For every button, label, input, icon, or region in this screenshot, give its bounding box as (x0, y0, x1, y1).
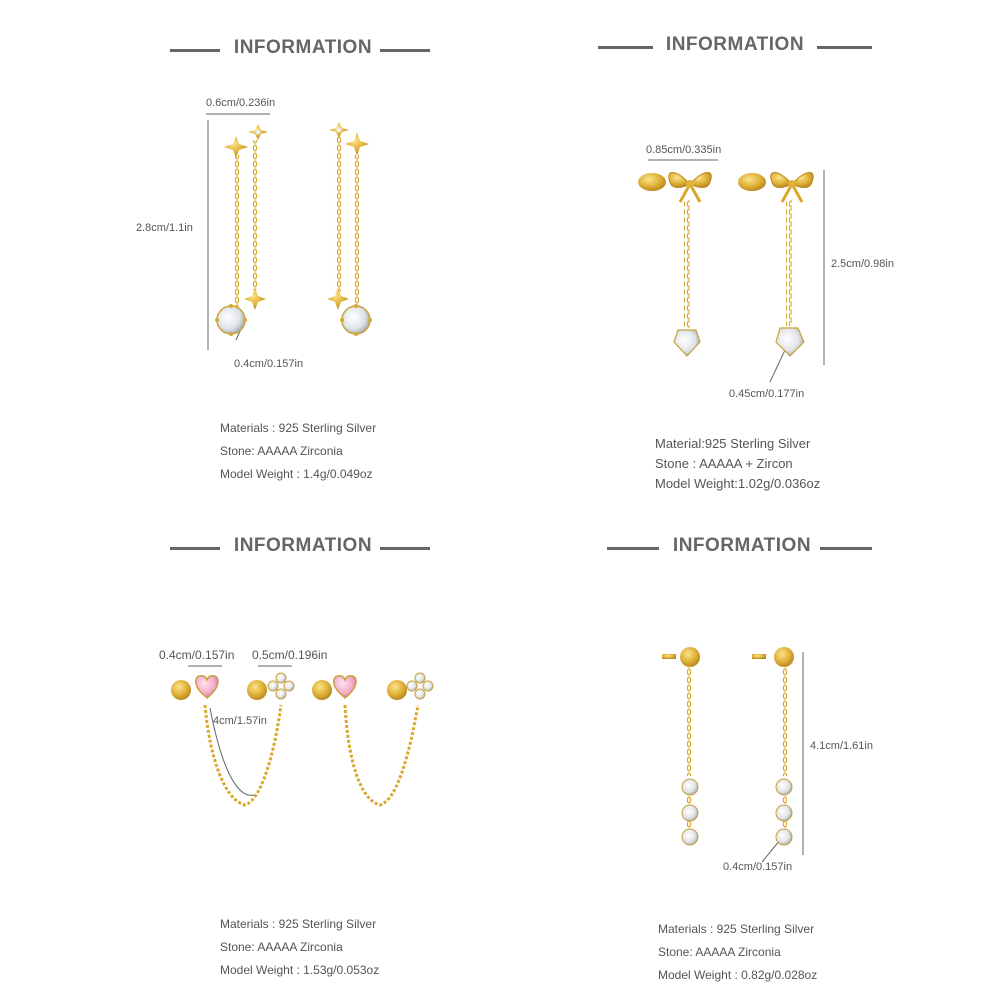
dimension-length: 2.5cm/0.98in (831, 258, 894, 270)
spec-weight: Model Weight:1.02g/0.036oz (655, 476, 821, 491)
dimension-stone: 0.45cm/0.177in (729, 388, 805, 400)
panel-heart-chain-earrings (0, 500, 500, 1000)
spec-list (658, 918, 817, 987)
spec-materials: Materials : 925 Sterling Silver (658, 922, 815, 936)
dimension-flower: 0.5cm/0.196in (252, 648, 328, 662)
spec-stone: Stone: AAAAA Zirconia (220, 444, 343, 458)
spec-weight: Model Weight : 1.4g/0.049oz (220, 467, 373, 481)
spec-stone: Stone : AAAAA + Zircon (655, 456, 793, 471)
spec-stone: Stone: AAAAA Zirconia (658, 945, 781, 959)
panel-title: INFORMATION (233, 535, 373, 556)
panel-star-earrings (0, 0, 500, 500)
spec-stone: Stone: AAAAA Zirconia (220, 940, 343, 954)
panel-title: INFORMATION (665, 34, 805, 55)
spec-list (220, 417, 376, 486)
panel-title: INFORMATION (672, 535, 812, 556)
dimension-width: 0.85cm/0.335in (646, 144, 722, 156)
bow-earrings-illustration (500, 0, 1000, 500)
spec-materials: Materials : 925 Sterling Silver (220, 917, 377, 931)
panel-drop-chain-earrings (500, 500, 1000, 1000)
spec-list (655, 434, 820, 494)
spec-list (220, 913, 379, 982)
dimension-stone: 0.4cm/0.157in (723, 861, 793, 873)
spec-materials: Materials : 925 Sterling Silver (220, 421, 377, 435)
dimension-length: 2.8cm/1.1in (136, 222, 193, 234)
panel-bow-earrings (500, 0, 1000, 500)
panel-title: INFORMATION (233, 37, 373, 58)
dimension-chain: 4cm/1.57in (213, 715, 267, 727)
spec-weight: Model Weight : 0.82g/0.028oz (658, 968, 818, 982)
spec-weight: Model Weight : 1.53g/0.053oz (220, 963, 380, 977)
dimension-length: 4.1cm/1.61in (810, 740, 873, 752)
spec-materials: Material:925 Sterling Silver (655, 436, 811, 451)
dimension-stone: 0.4cm/0.157in (234, 358, 304, 370)
dimension-width: 0.6cm/0.236in (206, 97, 276, 109)
dimension-heart: 0.4cm/0.157in (159, 648, 235, 662)
